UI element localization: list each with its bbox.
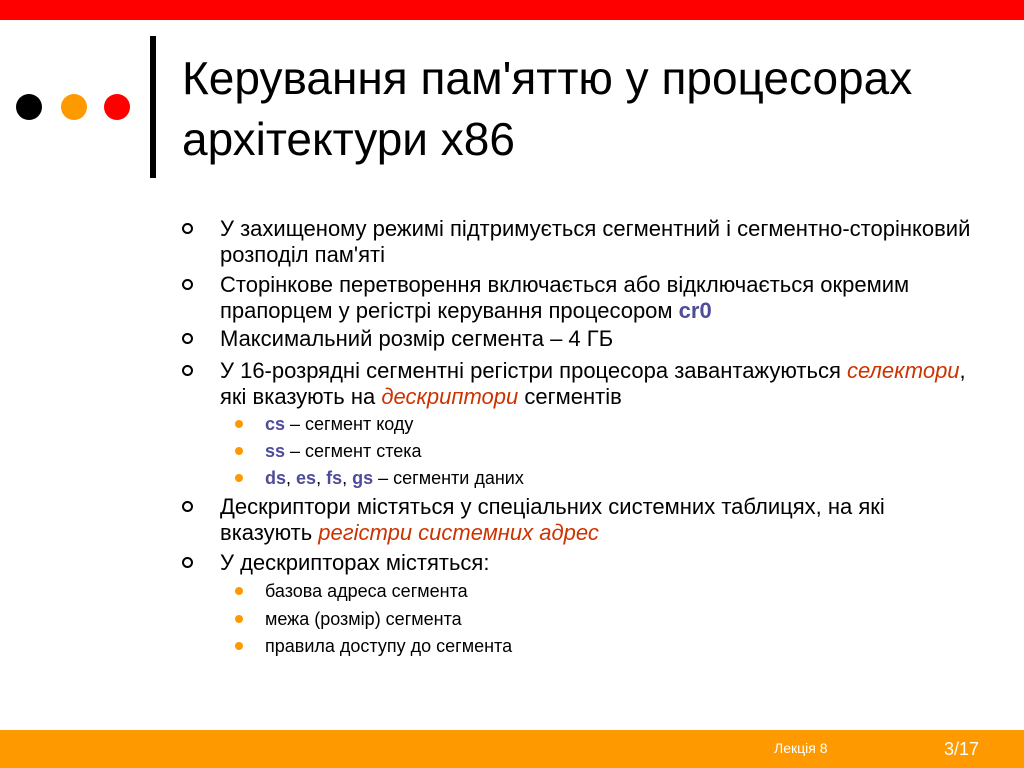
- bullet-text: Дескриптори містяться у спеціальних системних таблицях, на які вказують: [220, 494, 885, 545]
- footer-bar: [0, 730, 1024, 768]
- top-accent-bar: [0, 0, 1024, 20]
- bullet-item: [220, 494, 980, 546]
- sub-bullet-item: [265, 580, 965, 602]
- ring-bullet-icon: [182, 333, 193, 344]
- slide-title: Керування пам'яттю у процесорах архітектури x86: [182, 52, 913, 165]
- bullet-text: У захищеному режимі підтримується сегментний і сегментно-сторінковий розподіл пам'яті: [220, 216, 971, 267]
- bullet-text: Максимальний розмір сегмента – 4 ГБ: [220, 326, 614, 351]
- sub-bullet-item: [265, 413, 965, 435]
- orange-bullet-icon: [235, 474, 243, 482]
- bullet-item: [220, 216, 980, 268]
- register-keyword: es: [296, 468, 317, 488]
- register-keyword: cs: [265, 414, 286, 434]
- bullet-text: Сторінкове перетворення включається або відключається окремим прапорцем у регістрі керування процесором: [220, 272, 910, 323]
- red-dot-icon: [104, 94, 130, 120]
- orange-bullet-icon: [235, 587, 243, 595]
- orange-bullet-icon: [235, 447, 243, 455]
- ring-bullet-icon: [182, 279, 193, 290]
- register-keyword: fs: [326, 468, 343, 488]
- ring-bullet-icon: [182, 365, 193, 376]
- bullet-item: [220, 358, 980, 410]
- orange-bullet-icon: [235, 642, 243, 650]
- sub-bullet-text: – сегмент стека: [285, 441, 422, 461]
- orange-dot-icon: [61, 94, 87, 120]
- emphasis-text: регістри системних адрес: [318, 520, 599, 545]
- sub-bullet-text: – сегменти даних: [373, 468, 524, 488]
- separator: ,: [342, 468, 353, 488]
- register-keyword: ss: [265, 441, 286, 461]
- ring-bullet-icon: [182, 223, 193, 234]
- sub-bullet-item: [265, 467, 965, 489]
- register-keyword: cr0: [678, 298, 712, 323]
- slide-number: 3/17: [944, 739, 980, 759]
- sub-bullet-text: – сегмент коду: [285, 414, 414, 434]
- separator: ,: [316, 468, 327, 488]
- sub-bullet-text: межа (розмір) сегмента: [265, 609, 462, 629]
- bullet-text: У дескрипторах містяться:: [220, 550, 490, 575]
- bullet-text: У 16-розрядні сегментні регістри процесора завантажуються: [220, 358, 847, 383]
- bullet-item: [220, 272, 980, 324]
- register-keyword: ds: [265, 468, 287, 488]
- sub-bullet-text: правила доступу до сегмента: [265, 636, 513, 656]
- black-dot-icon: [16, 94, 42, 120]
- emphasis-text: дескриптори: [381, 384, 519, 409]
- sub-bullet-item: [265, 608, 965, 630]
- sub-bullet-item: [265, 635, 965, 657]
- bullet-item: [220, 550, 980, 576]
- emphasis-text: селектори: [846, 358, 960, 383]
- sub-bullet-text: базова адреса сегмента: [265, 581, 468, 601]
- bullet-item: [220, 326, 980, 352]
- bullet-text: , які вказують на: [220, 358, 966, 409]
- lecture-label: Лекція 8: [774, 740, 828, 756]
- bullet-text: сегментів: [518, 384, 622, 409]
- register-keyword: gs: [352, 468, 374, 488]
- ring-bullet-icon: [182, 557, 193, 568]
- ring-bullet-icon: [182, 501, 193, 512]
- title-divider: [150, 36, 156, 178]
- orange-bullet-icon: [235, 615, 243, 623]
- separator: ,: [286, 468, 297, 488]
- sub-bullet-item: [265, 440, 965, 462]
- orange-bullet-icon: [235, 420, 243, 428]
